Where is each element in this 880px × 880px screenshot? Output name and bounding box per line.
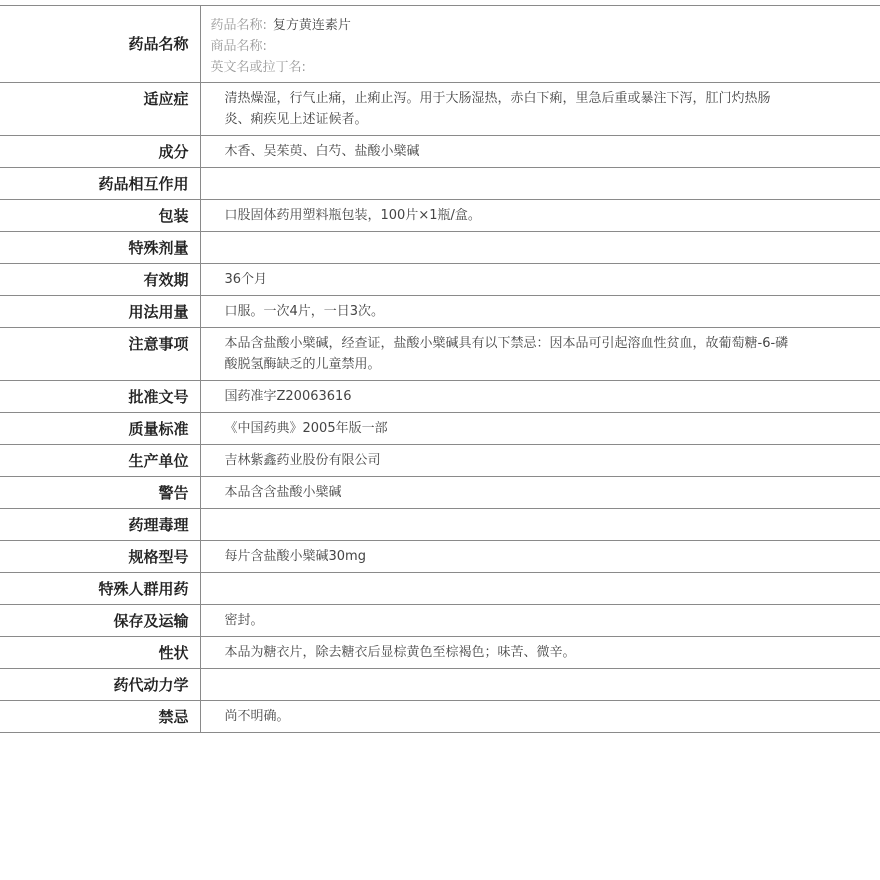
generic-name-key: 药品名称: <box>210 18 267 33</box>
info-row <box>0 573 880 605</box>
info-row <box>0 445 880 477</box>
info-row-label: 特殊人群用药 <box>0 573 200 605</box>
info-row <box>0 328 880 381</box>
info-row-value: 吉林紫鑫药业股份有限公司 <box>200 445 880 477</box>
info-row <box>0 605 880 637</box>
drug-name-row <box>0 6 880 83</box>
info-row <box>0 477 880 509</box>
info-row-label: 药代动力学 <box>0 669 200 701</box>
info-row-label: 用法用量 <box>0 296 200 328</box>
drug-info-table <box>0 5 880 733</box>
info-row <box>0 83 880 136</box>
info-row-value: 木香、吴茱萸、白芍、盐酸小檗碱 <box>200 136 880 168</box>
info-row-label: 药品相互作用 <box>0 168 200 200</box>
info-row-label: 性状 <box>0 637 200 669</box>
info-row-label: 注意事项 <box>0 328 200 381</box>
info-row-value: 《中国药典》2005年版一部 <box>200 413 880 445</box>
info-row-label: 规格型号 <box>0 541 200 573</box>
info-row <box>0 168 880 200</box>
info-row-value: 本品含含盐酸小檗碱 <box>200 477 880 509</box>
info-row <box>0 637 880 669</box>
info-row-value: 每片含盐酸小檗碱30mg <box>200 541 880 573</box>
info-row-value: 密封。 <box>200 605 880 637</box>
info-row-value <box>200 232 880 264</box>
info-row-label: 保存及运输 <box>0 605 200 637</box>
english-name-key: 英文名或拉丁名: <box>210 60 306 75</box>
info-row-value: 本品为糖衣片，除去糖衣后显棕黄色至棕褐色；味苦、微辛。 <box>200 637 880 669</box>
info-row-label: 警告 <box>0 477 200 509</box>
info-row <box>0 381 880 413</box>
info-row-label: 药理毒理 <box>0 509 200 541</box>
info-row-value <box>200 509 880 541</box>
info-row-label: 批准文号 <box>0 381 200 413</box>
info-row-value: 口股固体药用塑料瓶包装，100片×1瓶/盒。 <box>200 200 880 232</box>
trade-name-key: 商品名称: <box>210 39 267 54</box>
info-row-value <box>200 168 880 200</box>
info-row-value: 口服。一次4片，一日3次。 <box>200 296 880 328</box>
info-row <box>0 264 880 296</box>
drug-name-label: 药品名称 <box>0 6 200 83</box>
info-row <box>0 136 880 168</box>
info-row <box>0 701 880 733</box>
info-row-label: 包装 <box>0 200 200 232</box>
info-row-value: 本品含盐酸小檗碱，经查证，盐酸小檗碱具有以下禁忌：因本品可引起溶血性贫血，故葡萄糖-6-磷酸脱氢酶缺乏的儿童禁用。 <box>200 328 880 381</box>
info-row <box>0 669 880 701</box>
info-row <box>0 413 880 445</box>
info-row-value: 清热燥湿，行气止痛，止痢止泻。用于大肠湿热，赤白下痢，里急后重或暴注下泻，肛门灼热肠炎、痢疾见上述证候者。 <box>200 83 880 136</box>
generic-name-line <box>211 15 791 36</box>
trade-name-line <box>211 36 791 57</box>
info-row-label: 有效期 <box>0 264 200 296</box>
english-name-line <box>211 57 791 78</box>
info-row <box>0 541 880 573</box>
info-row-value: 尚不明确。 <box>200 701 880 733</box>
drug-name-values <box>200 6 880 83</box>
info-row-label: 适应症 <box>0 83 200 136</box>
generic-name-value: 复方黄连素片 <box>272 18 351 33</box>
info-row-value <box>200 669 880 701</box>
info-row <box>0 232 880 264</box>
info-row <box>0 200 880 232</box>
info-row-label: 特殊剂量 <box>0 232 200 264</box>
info-row-label: 禁忌 <box>0 701 200 733</box>
info-row <box>0 509 880 541</box>
info-row-label: 成分 <box>0 136 200 168</box>
info-row-label: 质量标准 <box>0 413 200 445</box>
info-row-value: 国药准字Z20063616 <box>200 381 880 413</box>
info-row-value <box>200 573 880 605</box>
info-row-label: 生产单位 <box>0 445 200 477</box>
info-row <box>0 296 880 328</box>
info-row-value: 36个月 <box>200 264 880 296</box>
